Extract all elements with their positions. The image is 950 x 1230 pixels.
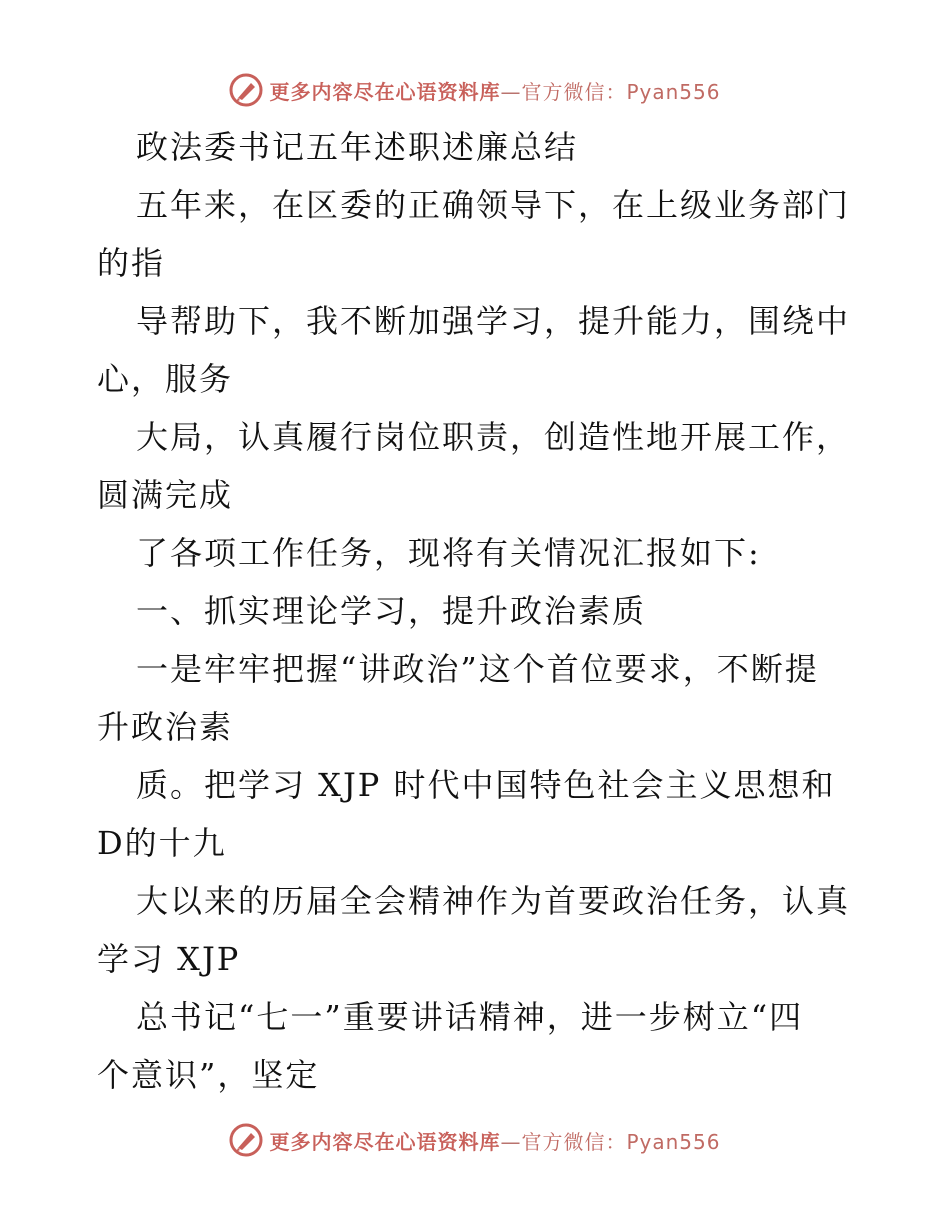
doc-line: 质。把学习 XJP 时代中国特色社会主义思想和 <box>136 766 836 804</box>
pen-logo-icon <box>229 73 263 107</box>
watermark-main-text: 更多内容尽在心语资料库 <box>269 1129 501 1154</box>
watermark-separator: — <box>500 1129 522 1154</box>
watermark-separator: — <box>500 79 522 104</box>
doc-line: 大局，认真履行岗位职责，创造性地开展工作， <box>136 418 851 456</box>
document-body <box>0 118 950 1104</box>
watermark-wechat-text: 官方微信：Pyan556 <box>521 1129 721 1154</box>
watermark-wechat-text: 官方微信：Pyan556 <box>521 79 721 104</box>
doc-line: 大以来的历届全会精神作为首要政治任务，认真 <box>136 882 851 920</box>
doc-line: 了各项工作任务，现将有关情况汇报如下: <box>136 534 761 572</box>
doc-line: 心，服务 <box>97 360 234 398</box>
doc-line: 个意识”，坚定 <box>97 1056 320 1094</box>
doc-line: 政法委书记五年述职述廉总结 <box>136 128 579 166</box>
doc-line: 总书记“七一”重要讲话精神，进一步树立“四 <box>136 998 804 1036</box>
doc-line: 五年来，在区委的正确领导下，在上级业务部门 <box>136 186 851 224</box>
doc-line: 的指 <box>97 244 166 282</box>
doc-line: 圆满完成 <box>97 476 234 514</box>
doc-line: 学习 XJP <box>97 940 241 978</box>
doc-line: 一、抓实理论学习，提升政治素质 <box>136 592 647 630</box>
footer-watermark <box>0 1118 950 1162</box>
doc-line: D的十九 <box>97 824 227 862</box>
header-watermark <box>0 68 950 112</box>
watermark-main-text: 更多内容尽在心语资料库 <box>269 79 501 104</box>
doc-line: 升政治素 <box>97 708 234 746</box>
pen-logo-icon <box>229 1123 263 1157</box>
doc-line: 导帮助下，我不断加强学习，提升能力，围绕中 <box>136 302 851 340</box>
doc-line: 一是牢牢把握“讲政治”这个首位要求，不断提 <box>136 650 819 688</box>
